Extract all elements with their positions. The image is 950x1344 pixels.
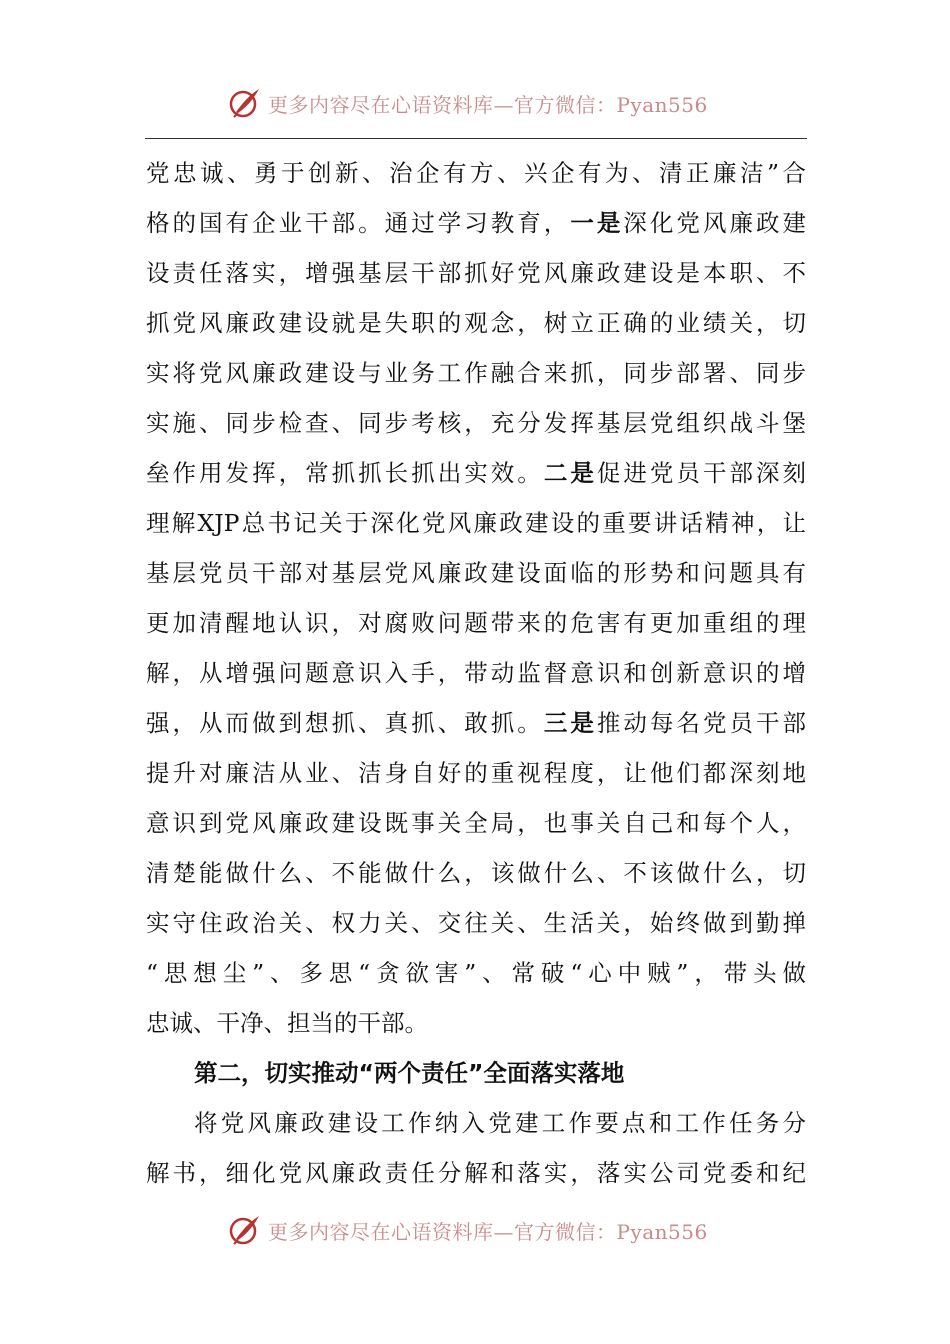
text-line: 实守住政治关、权力关、交往关、生活关，始终做到勤掸 [146, 909, 806, 937]
text-line: 垒作用发挥，常抓抓长抓出实效。二是促进党员干部深刻 [146, 459, 807, 487]
text-line: 党忠诚、勇于创新、治企有方、兴企有为、清正廉洁”合 [146, 159, 806, 187]
text-line: 提升对廉洁从业、洁身自好的重视程度，让他们都深刻地 [146, 759, 806, 787]
text-line: 更加清醒地认识，对腐败问题带来的危害有更加重组的理 [146, 609, 806, 637]
text-line: 理解XJP总书记关于深化党风廉政建设的重要讲话精神，让 [146, 509, 806, 537]
text-line: 实将党风廉政建设与业务工作融合来抓，同步部署、同步 [146, 359, 806, 387]
text-line: “思想尘”、多思“贪欲害”、常破“心中贼”，带头做 [146, 959, 806, 987]
text-line: 抓党风廉政建设就是失职的观念，树立正确的业绩关，切 [146, 309, 806, 337]
header-divider [145, 138, 807, 139]
emphasis-marker-3: 三是 [543, 709, 597, 737]
text-line: 解书，细化党风廉政责任分解和落实，落实公司党委和纪 [146, 1159, 806, 1187]
watermark-text: 更多内容尽在心语资料库—官方微信：Pyan556 [268, 1219, 708, 1244]
quill-logo-icon [228, 1213, 262, 1247]
footer-watermark-banner [228, 1210, 728, 1250]
emphasis-marker-1: 一是 [570, 209, 624, 237]
text-line: 忠诚、干净、担当的干部。 [146, 1009, 428, 1037]
text-line: 强，从而做到想抓、真抓、敢抓。三是推动每名党员干部 [146, 709, 807, 737]
text-line: 将党风廉政建设工作纳入党建工作要点和工作任务分 [194, 1109, 806, 1137]
emphasis-marker-2: 二是 [543, 459, 597, 487]
section-heading: 第二，切实推动“两个责任”全面落实落地 [194, 1059, 625, 1087]
quill-logo-icon [228, 86, 262, 120]
document-body [146, 148, 806, 1198]
watermark-text: 更多内容尽在心语资料库—官方微信：Pyan556 [268, 92, 708, 117]
text-line: 意识到党风廉政建设既事关全局，也事关自己和每个人， [146, 809, 806, 837]
text-line: 实施、同步检查、同步考核，充分发挥基层党组织战斗堡 [146, 409, 806, 437]
text-line: 格的国有企业干部。通过学习教育，一是深化党风廉政建 [146, 209, 807, 237]
text-line: 基层党员干部对基层党风廉政建设面临的形势和问题具有 [146, 559, 806, 587]
header-watermark-banner [228, 83, 728, 123]
text-line: 设责任落实，增强基层干部抓好党风廉政建设是本职、不 [146, 259, 806, 287]
text-line: 清楚能做什么、不能做什么，该做什么、不该做什么，切 [146, 859, 806, 887]
text-line: 解，从增强问题意识入手，带动监督意识和创新意识的增 [146, 659, 806, 687]
